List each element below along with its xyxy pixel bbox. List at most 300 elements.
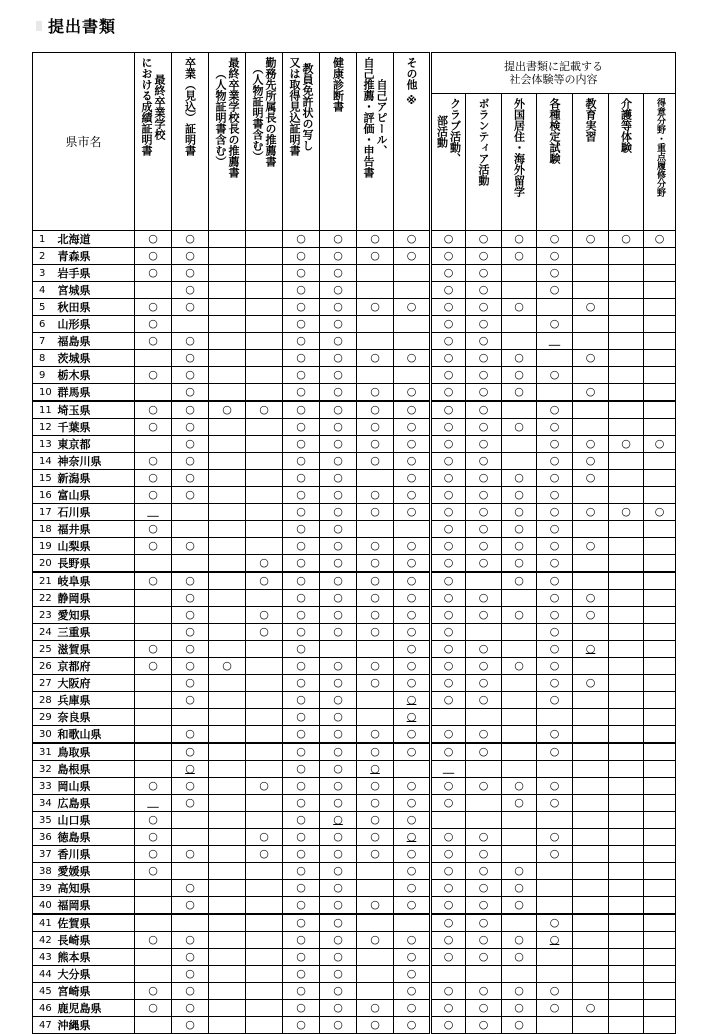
row-number: 24: [33, 624, 55, 641]
cell-c8: [394, 726, 431, 744]
table-row: [33, 675, 676, 692]
circle-mark: ○: [443, 351, 454, 364]
cell-c9: [431, 880, 466, 897]
cell-c13: [573, 384, 609, 402]
circle-mark: ○: [185, 984, 195, 997]
cell-c15: [644, 555, 676, 573]
col-header-grade-certificate: 最終卒業学校 における成績証明書: [135, 53, 172, 231]
circle-mark: ○: [585, 232, 596, 245]
cell-c14: [609, 1000, 644, 1017]
circle-mark: ○: [185, 283, 195, 296]
cell-c1: [135, 419, 172, 436]
circle-mark: ○: [549, 522, 560, 535]
cell-c11: [502, 316, 537, 333]
table-row: [33, 641, 676, 658]
cell-c1: [135, 590, 172, 607]
circle-mark: ○: [333, 864, 343, 877]
cell-c13: [573, 555, 609, 573]
cell-c14: [609, 880, 644, 897]
cell-c4: [246, 914, 283, 932]
circle-mark: ○: [443, 437, 454, 450]
cell-c6: [320, 572, 357, 590]
cell-c10: [466, 572, 502, 590]
cell-c7: [357, 248, 394, 265]
circle-mark: ○: [406, 471, 417, 484]
cell-c7: [357, 743, 394, 761]
cell-c1: [135, 829, 172, 846]
cell-c13: [573, 436, 609, 453]
cell-c11: [502, 966, 537, 983]
cell-c10: [466, 590, 502, 607]
cell-c6: [320, 436, 357, 453]
cell-c13: [573, 504, 609, 521]
cell-c9: [431, 538, 466, 555]
circle-mark: ○: [148, 642, 158, 655]
cell-c11: [502, 248, 537, 265]
cell-c14: [609, 487, 644, 504]
cell-c12: [537, 983, 573, 1000]
circle-mark: ○: [185, 454, 195, 467]
circle-mark: ○: [443, 591, 454, 604]
table-row: [33, 504, 676, 521]
circle-mark: ○: [514, 351, 524, 364]
circle-mark: ○: [333, 556, 343, 569]
circle-mark: ○: [549, 556, 560, 569]
cell-c15: [644, 795, 676, 812]
circle-mark: ○: [514, 522, 524, 535]
cell-c1: [135, 658, 172, 675]
dash-mark: ＿: [147, 505, 159, 518]
cell-c15: [644, 333, 676, 350]
prefecture-name: 大分県: [55, 966, 135, 983]
cell-c6: [320, 521, 357, 538]
circle-mark: ○: [185, 403, 195, 416]
cell-c1: [135, 1017, 172, 1034]
prefecture-name: 広島県: [55, 795, 135, 812]
cell-c1: [135, 624, 172, 641]
circle-mark: ○: [296, 385, 306, 398]
cell-c3: [209, 675, 246, 692]
circle-mark: ○: [370, 574, 380, 587]
cell-c10: [466, 384, 502, 402]
circle-mark: ○: [443, 608, 454, 621]
cell-c2: [172, 248, 209, 265]
prefecture-name: 宮崎県: [55, 983, 135, 1000]
prefecture-name: 山形県: [55, 316, 135, 333]
cell-c3: [209, 333, 246, 350]
cell-c6: [320, 932, 357, 949]
cell-c14: [609, 572, 644, 590]
cell-c3: [209, 384, 246, 402]
circle-mark: ○: [222, 659, 232, 672]
circle-mark: ○: [406, 539, 417, 552]
row-number: 30: [33, 726, 55, 744]
prefecture-name: 福井県: [55, 521, 135, 538]
cell-c4: [246, 966, 283, 983]
circle-mark: ○: [148, 813, 158, 826]
cell-c15: [644, 453, 676, 470]
requirements-table: [32, 52, 676, 1034]
circle-mark: ○: [549, 608, 560, 621]
cell-c12: [537, 316, 573, 333]
prefecture-name: 宮城県: [55, 282, 135, 299]
cell-c11: [502, 949, 537, 966]
circle-mark: ○: [259, 625, 269, 638]
cell-c2: [172, 333, 209, 350]
table-row: [33, 231, 676, 248]
cell-c11: [502, 914, 537, 932]
cell-c14: [609, 401, 644, 419]
circle-mark: ○: [514, 950, 524, 963]
cell-c12: [537, 966, 573, 983]
cell-c7: [357, 897, 394, 915]
cell-c5: [283, 983, 320, 1000]
table-row: [33, 590, 676, 607]
cell-c15: [644, 538, 676, 555]
cell-c6: [320, 282, 357, 299]
cell-c2: [172, 487, 209, 504]
circle-mark: ○: [333, 249, 343, 262]
cell-c1: [135, 384, 172, 402]
cell-c1: [135, 726, 172, 744]
cell-c2: [172, 743, 209, 761]
circle-mark: ○: [370, 385, 380, 398]
row-number: 28: [33, 692, 55, 709]
cell-c8: [394, 384, 431, 402]
cell-c11: [502, 880, 537, 897]
circle-mark: ○: [514, 608, 524, 621]
cell-c7: [357, 265, 394, 282]
circle-mark: ○: [478, 317, 489, 330]
cell-c9: [431, 761, 466, 778]
circle-mark: ○: [296, 710, 306, 723]
cell-c8: [394, 778, 431, 795]
circle-mark: ○: [621, 505, 631, 518]
circle-mark: ○: [185, 334, 195, 347]
cell-c10: [466, 897, 502, 915]
circle-mark: ○: [478, 727, 489, 740]
cell-c15: [644, 863, 676, 880]
cell-c2: [172, 675, 209, 692]
cell-c8: [394, 316, 431, 333]
cell-c1: [135, 555, 172, 573]
circle-mark: ○: [443, 745, 454, 758]
cell-c9: [431, 265, 466, 282]
table-row: [33, 709, 676, 726]
cell-c2: [172, 1000, 209, 1017]
cell-c14: [609, 350, 644, 367]
cell-c9: [431, 846, 466, 863]
circle-mark: ○: [549, 779, 560, 792]
cell-c7: [357, 829, 394, 846]
circle-mark: ○: [370, 232, 380, 245]
circle-mark: ○: [296, 625, 306, 638]
row-number: 9: [33, 367, 55, 384]
table-row: [33, 299, 676, 316]
circle-mark: ○: [443, 881, 454, 894]
cell-c4: [246, 265, 283, 282]
cell-c7: [357, 914, 394, 932]
circle-mark: ○: [148, 420, 158, 433]
cell-c7: [357, 453, 394, 470]
cell-c15: [644, 1000, 676, 1017]
cell-c14: [609, 829, 644, 846]
circle-mark: ○: [478, 830, 489, 843]
circle-mark: ○: [370, 454, 380, 467]
cell-c6: [320, 966, 357, 983]
circle-mark: ○: [443, 488, 454, 501]
cell-c13: [573, 949, 609, 966]
cell-c5: [283, 778, 320, 795]
dash-mark: ＿: [443, 762, 455, 775]
cell-c11: [502, 778, 537, 795]
circle-mark: ○: [296, 266, 306, 279]
cell-c15: [644, 504, 676, 521]
cell-c11: [502, 333, 537, 350]
cell-c2: [172, 350, 209, 367]
cell-c3: [209, 367, 246, 384]
circle-mark: ○: [443, 984, 454, 997]
cell-c11: [502, 555, 537, 573]
prefecture-name: 香川県: [55, 846, 135, 863]
cell-c6: [320, 316, 357, 333]
circle-mark: ○: [185, 368, 195, 381]
cell-c11: [502, 504, 537, 521]
cell-c2: [172, 299, 209, 316]
table-row: [33, 1017, 676, 1034]
cell-c5: [283, 538, 320, 555]
circle-mark: ○: [443, 385, 454, 398]
cell-c15: [644, 1017, 676, 1034]
cell-c1: [135, 316, 172, 333]
circle-mark: ○: [514, 539, 524, 552]
cell-c5: [283, 897, 320, 915]
cell-c1: [135, 1000, 172, 1017]
circle-mark: ○: [585, 608, 596, 621]
circle-mark: ○: [549, 984, 560, 997]
cell-c1: [135, 675, 172, 692]
prefecture-name: 徳島県: [55, 829, 135, 846]
col-header-overseas: 外国居住・海外留学: [502, 94, 537, 231]
circle-mark: ○: [333, 916, 343, 929]
cell-c4: [246, 949, 283, 966]
circle-mark: ○: [443, 642, 454, 655]
circle-mark: ○: [478, 505, 489, 518]
cell-c4: [246, 248, 283, 265]
cell-c14: [609, 1017, 644, 1034]
cell-c3: [209, 401, 246, 419]
circle-mark: ○: [185, 232, 195, 245]
cell-c12: [537, 726, 573, 744]
circle-mark: ○: [406, 745, 417, 758]
cell-c13: [573, 299, 609, 316]
cell-c12: [537, 846, 573, 863]
circle-mark: ○: [370, 437, 380, 450]
cell-c2: [172, 949, 209, 966]
cell-c3: [209, 453, 246, 470]
cell-c13: [573, 316, 609, 333]
cell-c1: [135, 897, 172, 915]
cell-c6: [320, 607, 357, 624]
cell-c13: [573, 367, 609, 384]
cell-c11: [502, 487, 537, 504]
circle-mark: ○: [406, 813, 417, 826]
cell-c7: [357, 1017, 394, 1034]
circle-mark: ○: [478, 334, 489, 347]
cell-c10: [466, 692, 502, 709]
cell-c1: [135, 265, 172, 282]
circle-mark: ○: [370, 762, 380, 775]
cell-c12: [537, 453, 573, 470]
cell-c10: [466, 880, 502, 897]
cell-c4: [246, 470, 283, 487]
cell-c7: [357, 487, 394, 504]
cell-c15: [644, 949, 676, 966]
cell-c3: [209, 1000, 246, 1017]
circle-mark: ○: [333, 710, 343, 723]
circle-mark: ○: [406, 796, 417, 809]
row-number: 17: [33, 504, 55, 521]
circle-mark: ○: [514, 933, 524, 946]
cell-c8: [394, 709, 431, 726]
cell-c10: [466, 709, 502, 726]
cell-c3: [209, 897, 246, 915]
cell-c5: [283, 1000, 320, 1017]
circle-mark: ○: [296, 950, 306, 963]
circle-mark: ○: [406, 1018, 417, 1031]
circle-mark: ○: [585, 676, 596, 689]
cell-c12: [537, 350, 573, 367]
circle-mark: ○: [549, 676, 560, 689]
circle-mark: ○: [148, 522, 158, 535]
row-number: 5: [33, 299, 55, 316]
cell-c3: [209, 932, 246, 949]
cell-c12: [537, 709, 573, 726]
circle-mark: ○: [370, 659, 380, 672]
circle-mark: ○: [296, 591, 306, 604]
row-number: 13: [33, 436, 55, 453]
cell-c13: [573, 521, 609, 538]
prefecture-name: 北海道: [55, 231, 135, 248]
cell-c6: [320, 231, 357, 248]
cell-c4: [246, 282, 283, 299]
circle-mark: ○: [478, 403, 489, 416]
circle-mark: ○: [185, 539, 195, 552]
cell-c4: [246, 829, 283, 846]
cell-c1: [135, 949, 172, 966]
circle-mark: ○: [370, 727, 380, 740]
circle-mark: ○: [370, 676, 380, 689]
circle-mark: ○: [370, 1018, 380, 1031]
cell-c8: [394, 761, 431, 778]
circle-mark: ○: [333, 403, 343, 416]
cell-c5: [283, 675, 320, 692]
cell-c9: [431, 709, 466, 726]
table-row: [33, 983, 676, 1000]
circle-mark: ○: [621, 232, 631, 245]
row-number: 27: [33, 675, 55, 692]
row-number: 36: [33, 829, 55, 846]
cell-c2: [172, 812, 209, 829]
prefecture-name: 福島県: [55, 333, 135, 350]
cell-c12: [537, 778, 573, 795]
prefecture-name: 山梨県: [55, 538, 135, 555]
cell-c9: [431, 572, 466, 590]
circle-mark: ○: [549, 847, 560, 860]
cell-c14: [609, 521, 644, 538]
cell-c5: [283, 367, 320, 384]
cell-c14: [609, 333, 644, 350]
cell-c4: [246, 812, 283, 829]
cell-c15: [644, 282, 676, 299]
circle-mark: ○: [296, 574, 306, 587]
prefecture-name: 青森県: [55, 248, 135, 265]
cell-c11: [502, 829, 537, 846]
prefecture-name: 京都府: [55, 658, 135, 675]
row-number: 10: [33, 384, 55, 402]
cell-c15: [644, 367, 676, 384]
circle-mark: ○: [185, 950, 195, 963]
cell-c12: [537, 829, 573, 846]
cell-c4: [246, 487, 283, 504]
group-header-line-1: 提出書類に記載する: [504, 60, 604, 73]
cell-c12: [537, 572, 573, 590]
circle-mark: ○: [478, 232, 489, 245]
col-header-certification-exams: 各種検定試験: [537, 94, 573, 231]
circle-mark: ○: [333, 881, 343, 894]
cell-c14: [609, 504, 644, 521]
circle-mark: ○: [406, 864, 417, 877]
cell-c2: [172, 231, 209, 248]
cell-c6: [320, 419, 357, 436]
cell-c13: [573, 453, 609, 470]
cell-c10: [466, 231, 502, 248]
table-row: [33, 658, 676, 675]
table-row: [33, 521, 676, 538]
cell-c3: [209, 590, 246, 607]
cell-c8: [394, 795, 431, 812]
table-row: [33, 470, 676, 487]
cell-c3: [209, 504, 246, 521]
prefecture-name: 栃木県: [55, 367, 135, 384]
circle-mark: ○: [259, 574, 269, 587]
cell-c12: [537, 504, 573, 521]
cell-c6: [320, 743, 357, 761]
row-number: 19: [33, 538, 55, 555]
circle-mark: ○: [148, 847, 158, 860]
cell-c8: [394, 812, 431, 829]
cell-c11: [502, 538, 537, 555]
cell-c12: [537, 897, 573, 915]
circle-mark: ○: [148, 317, 158, 330]
cell-c1: [135, 333, 172, 350]
cell-c1: [135, 299, 172, 316]
cell-c14: [609, 863, 644, 880]
circle-mark: ○: [296, 642, 306, 655]
circle-mark: ○: [443, 505, 454, 518]
cell-c1: [135, 983, 172, 1000]
circle-mark: ○: [549, 796, 560, 809]
cell-c10: [466, 726, 502, 744]
prefecture-name: 大阪府: [55, 675, 135, 692]
cell-c13: [573, 897, 609, 915]
page-title: 提出書類: [48, 17, 117, 36]
circle-mark: ○: [478, 898, 489, 911]
cell-c3: [209, 265, 246, 282]
cell-c12: [537, 521, 573, 538]
circle-mark: ○: [406, 625, 417, 638]
circle-mark: ○: [443, 522, 454, 535]
